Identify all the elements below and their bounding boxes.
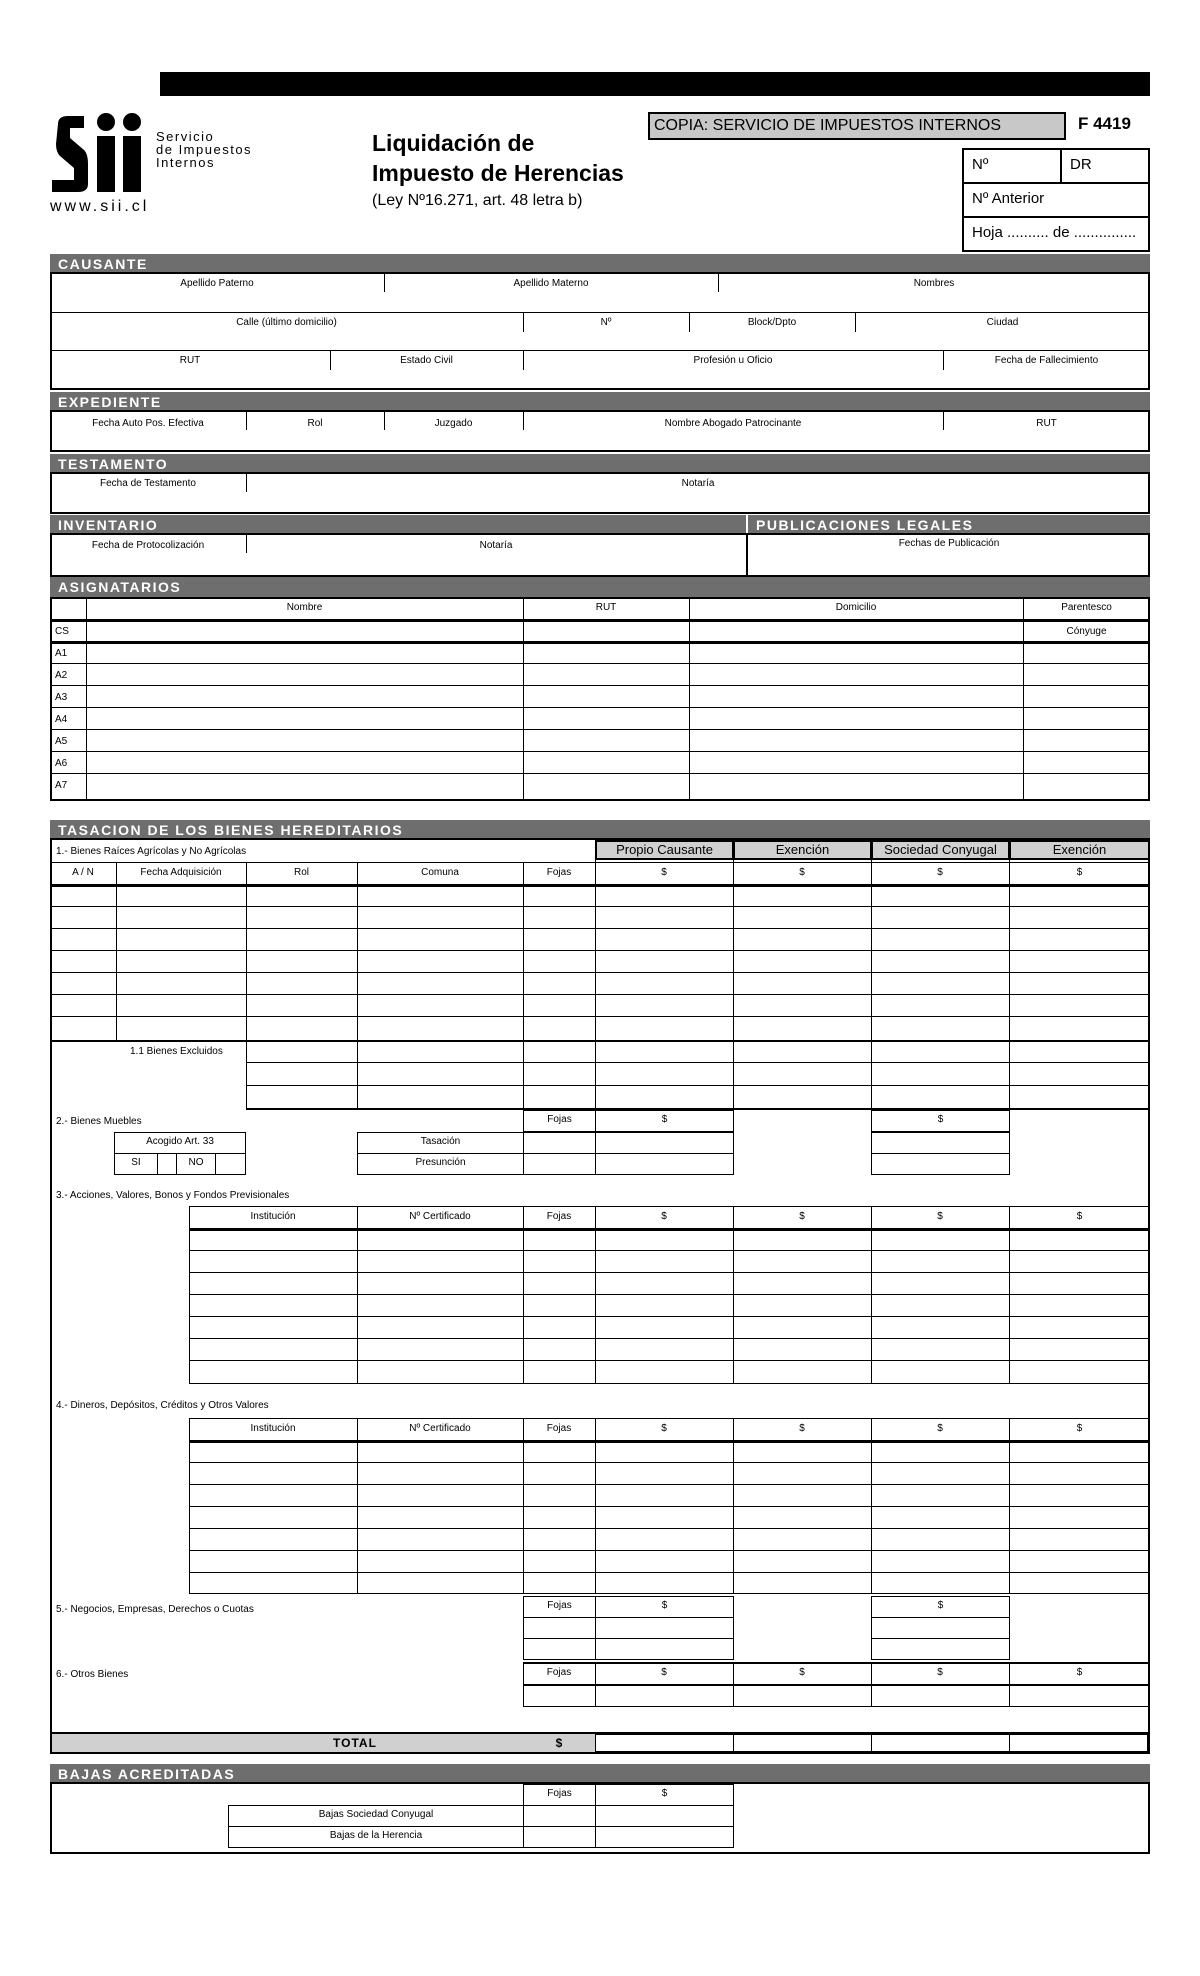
row-a6: A6 [55, 758, 68, 769]
divider [50, 950, 1150, 951]
divider [1009, 860, 1010, 1108]
s6-dollar: $ [1076, 1667, 1083, 1678]
label-fecha-auto: Fecha Auto Pos. Efectiva [92, 418, 204, 429]
divider [189, 1550, 1150, 1551]
divider [871, 860, 872, 1108]
causante-frame [50, 272, 1150, 390]
s5-title: 5.- Negocios, Empresas, Derechos o Cuotas [56, 1604, 254, 1615]
divider [50, 663, 1150, 664]
bajas-fojas: Fojas [523, 1784, 596, 1806]
s2-presuncion: Presunción [357, 1153, 524, 1175]
label-apellido-paterno: Apellido Paterno [180, 278, 254, 289]
divider [523, 1662, 1150, 1664]
s2-fojas: Fojas [523, 1110, 596, 1132]
s3-col-dollar: $ [937, 1211, 943, 1222]
divider [50, 685, 1150, 686]
logo-line: Internos [156, 155, 215, 170]
divider [689, 597, 690, 801]
label-profesion: Profesión u Oficio [693, 355, 773, 366]
label-estado-civil: Estado Civil [400, 355, 453, 366]
divider [246, 1085, 1150, 1086]
bajas-cell[interactable] [523, 1805, 596, 1827]
divider [50, 707, 1150, 708]
hdr-sociedad-conyugal: Sociedad Conyugal [871, 840, 1010, 860]
divider [50, 350, 1150, 351]
logo-url: www.sii.cl [50, 198, 150, 215]
label-calle: Calle (último domicilio) [236, 317, 337, 328]
s4-col-dollar: $ [1076, 1423, 1083, 1434]
s2-si[interactable]: SI [114, 1153, 158, 1175]
s2-tasacion: Tasación [357, 1132, 524, 1154]
s6-dollar: $ [799, 1667, 805, 1678]
section-inventario: INVENTARIO [50, 515, 746, 535]
total-dollar: $ [555, 1736, 563, 1750]
row-a3: A3 [55, 692, 68, 703]
divider [357, 1206, 358, 1384]
label-numero: Nº [600, 317, 612, 328]
logo-line: de Impuestos [156, 142, 253, 157]
s5-dollar: $ [595, 1596, 734, 1618]
s2-no[interactable]: NO [176, 1153, 216, 1175]
field-hoja[interactable]: Hoja .......... de ............... [962, 216, 1150, 252]
s5-cell[interactable] [523, 1617, 596, 1639]
s3-col-institucion: Institución [250, 1211, 296, 1222]
total-exencion-1[interactable] [733, 1734, 872, 1752]
divider [189, 1338, 1150, 1339]
divider [50, 729, 1150, 730]
section-expediente: EXPEDIENTE [50, 392, 1150, 412]
col-parentesco: Parentesco [1061, 602, 1112, 613]
col-nombre: Nombre [286, 602, 323, 613]
bajas-cell[interactable] [523, 1826, 596, 1848]
bajas-cell[interactable] [595, 1826, 734, 1848]
s5-cell[interactable] [871, 1617, 1010, 1639]
hdr-exencion-2: Exención [1009, 840, 1150, 860]
label-fechas-publicacion: Fechas de Publicación [898, 538, 1000, 549]
s5-dollar: $ [871, 1596, 1010, 1618]
col-domicilio: Domicilio [835, 602, 877, 613]
row-a5: A5 [55, 736, 68, 747]
bajas-sociedad-conyugal: Bajas Sociedad Conyugal [228, 1805, 524, 1827]
section-tasacion: TASACION DE LOS BIENES HEREDITARIOS [50, 820, 1150, 840]
divider [50, 972, 1150, 973]
s2-cell[interactable] [595, 1132, 734, 1154]
s3-col-fojas: Fojas [546, 1211, 572, 1222]
s5-cell[interactable] [871, 1638, 1010, 1660]
divider [50, 751, 1150, 752]
form-subtitle: (Ley Nº16.271, art. 48 letra b) [372, 192, 583, 209]
col-rol: Rol [293, 867, 309, 878]
total-propio[interactable] [595, 1734, 734, 1752]
s3-title: 3.- Acciones, Valores, Bonos y Fondos Previsionales [56, 1190, 290, 1201]
divider [595, 1206, 596, 1384]
copia-label: COPIA: SERVICIO DE IMPUESTOS INTERNOS [648, 112, 1066, 140]
label-rol: Rol [307, 418, 323, 429]
s1-excluidos: 1.1 Bienes Excluidos [130, 1046, 223, 1057]
s5-fojas: Fojas [523, 1596, 596, 1618]
label-rut-abogado: RUT [1036, 418, 1057, 429]
divider [189, 1360, 1150, 1361]
s4-col-fojas: Fojas [546, 1423, 572, 1434]
s6-dollar: $ [937, 1667, 943, 1678]
total-label: TOTAL [333, 1736, 377, 1750]
divider [189, 1462, 1150, 1463]
label-nombres: Nombres [913, 278, 955, 289]
row-a2: A2 [55, 670, 68, 681]
label-notaria-inventario: Notaría [479, 540, 513, 551]
divider [86, 597, 87, 801]
s3-col-dollar: $ [1076, 1211, 1083, 1222]
divider [189, 1272, 1150, 1273]
s4-col-dollar: $ [937, 1423, 943, 1434]
asignatarios-frame [50, 597, 1150, 801]
s4-title: 4.- Dineros, Depósitos, Créditos y Otros Valores [56, 1400, 269, 1411]
logo-text [156, 130, 252, 169]
divider [523, 1206, 524, 1384]
label-abogado: Nombre Abogado Patrocinante [664, 418, 802, 429]
s3-col-dollar: $ [661, 1211, 667, 1222]
divider [50, 1040, 1150, 1042]
divider [871, 1206, 872, 1384]
label-fecha-testamento: Fecha de Testamento [100, 478, 196, 489]
divider [189, 1228, 1150, 1231]
row-cs: CS [55, 626, 69, 637]
s4-col-certificado: Nº Certificado [409, 1423, 471, 1434]
row-a7: A7 [55, 780, 68, 791]
divider [50, 312, 1150, 313]
col-comuna: Comuna [421, 867, 459, 878]
col-rut: RUT [595, 602, 617, 613]
field-dr[interactable]: DR [1060, 148, 1150, 184]
col-dollar: $ [1076, 867, 1083, 878]
divider [189, 1572, 1150, 1573]
s4-col-institucion: Institución [250, 1423, 296, 1434]
label-fecha-protocolizacion: Fecha de Protocolización [91, 540, 205, 551]
divider [523, 1706, 1150, 1707]
divider [116, 862, 117, 1042]
divider [189, 1294, 1150, 1295]
divider [595, 860, 596, 1108]
field-no-anterior[interactable]: Nº Anterior [962, 182, 1150, 218]
label-block: Block/Dpto [747, 317, 797, 328]
divider [1009, 1206, 1010, 1384]
s6-dollar: $ [661, 1667, 667, 1678]
col-fecha-adquisicion: Fecha Adquisición [140, 867, 222, 878]
divider [733, 860, 734, 1108]
label-juzgado: Juzgado [434, 418, 473, 429]
section-asignatarios: ASIGNATARIOS [50, 577, 1150, 597]
total-sociedad[interactable] [871, 1734, 1010, 1752]
section-testamento: TESTAMENTO [50, 454, 1150, 474]
sii-logo [48, 110, 144, 196]
s2-title: 2.- Bienes Muebles [56, 1116, 142, 1127]
row-a1: A1 [55, 648, 68, 659]
divider [357, 862, 358, 1108]
divider [50, 641, 1150, 644]
divider [50, 994, 1150, 995]
divider [50, 928, 1150, 929]
label-rut: RUT [179, 355, 201, 366]
s2-acogido: Acogido Art. 33 [114, 1132, 246, 1154]
s2-cell[interactable] [523, 1132, 596, 1154]
label-conyuge: Cónyuge [1066, 626, 1107, 637]
divider [189, 1528, 1150, 1529]
divider [523, 1684, 1150, 1686]
col-dollar: $ [799, 867, 805, 878]
s2-dollar: $ [871, 1110, 1010, 1132]
bajas-cell[interactable] [595, 1805, 734, 1827]
s5-cell[interactable] [595, 1617, 734, 1639]
s2-cell[interactable] [871, 1153, 1010, 1175]
section-causante: CAUSANTE [50, 254, 1150, 274]
divider [50, 906, 1150, 907]
divider [50, 884, 1150, 887]
label-notaria-testamento: Notaría [681, 478, 715, 489]
expediente-frame [50, 410, 1150, 452]
label-fecha-fallecimiento: Fecha de Fallecimiento [994, 355, 1099, 366]
divider [50, 619, 1150, 622]
label-ciudad: Ciudad [986, 317, 1019, 328]
s4-col-dollar: $ [799, 1423, 805, 1434]
divider [50, 773, 1150, 774]
logo-line: Servicio [156, 129, 215, 144]
divider [189, 1484, 1150, 1485]
section-bajas: BAJAS ACREDITADAS [50, 1764, 1150, 1784]
s3-col-dollar: $ [799, 1211, 805, 1222]
form-title-line1: Liquidación de [372, 130, 535, 156]
form-title-line2: Impuesto de Herencias [372, 160, 624, 186]
divider [189, 1250, 1150, 1251]
s2-cell[interactable] [523, 1153, 596, 1175]
divider [523, 597, 524, 801]
s2-cell[interactable] [595, 1153, 734, 1175]
field-no[interactable]: Nº [962, 148, 1062, 184]
divider [523, 862, 524, 1108]
s2-no-box[interactable] [215, 1153, 246, 1175]
s5-cell[interactable] [595, 1638, 734, 1660]
s4-col-dollar: $ [661, 1423, 667, 1434]
col-an: A / N [72, 867, 94, 878]
divider [189, 1440, 1150, 1443]
header-bar [160, 72, 1150, 96]
s3-grid [189, 1206, 1150, 1384]
label-apellido-materno: Apellido Materno [513, 278, 589, 289]
divider [246, 862, 247, 1108]
col-fojas: Fojas [546, 867, 572, 878]
s2-si-box[interactable] [157, 1153, 177, 1175]
total-exencion-2[interactable] [1009, 1734, 1148, 1752]
s6-fojas: Fojas [546, 1667, 572, 1678]
divider [189, 1506, 1150, 1507]
hdr-exencion-1: Exención [733, 840, 872, 860]
col-dollar: $ [661, 867, 667, 878]
s3-col-certificado: Nº Certificado [409, 1211, 471, 1222]
hdr-propio-causante: Propio Causante [595, 840, 734, 860]
s6-title: 6.- Otros Bienes [56, 1669, 129, 1680]
s2-dollar: $ [595, 1110, 734, 1132]
divider [246, 1062, 1150, 1063]
col-dollar: $ [937, 867, 943, 878]
divider [50, 862, 1150, 863]
s5-cell[interactable] [523, 1638, 596, 1660]
divider [189, 1316, 1150, 1317]
row-a4: A4 [55, 714, 68, 725]
form-number: F 4419 [1078, 114, 1131, 133]
s2-cell[interactable] [871, 1132, 1010, 1154]
bajas-herencia: Bajas de la Herencia [228, 1826, 524, 1848]
divider [50, 1016, 1150, 1017]
divider [733, 1206, 734, 1384]
section-publicaciones: PUBLICACIONES LEGALES [748, 515, 1150, 535]
s1-title: 1.- Bienes Raíces Agrícolas y No Agrícolas [56, 846, 247, 857]
bajas-dollar: $ [595, 1784, 734, 1806]
